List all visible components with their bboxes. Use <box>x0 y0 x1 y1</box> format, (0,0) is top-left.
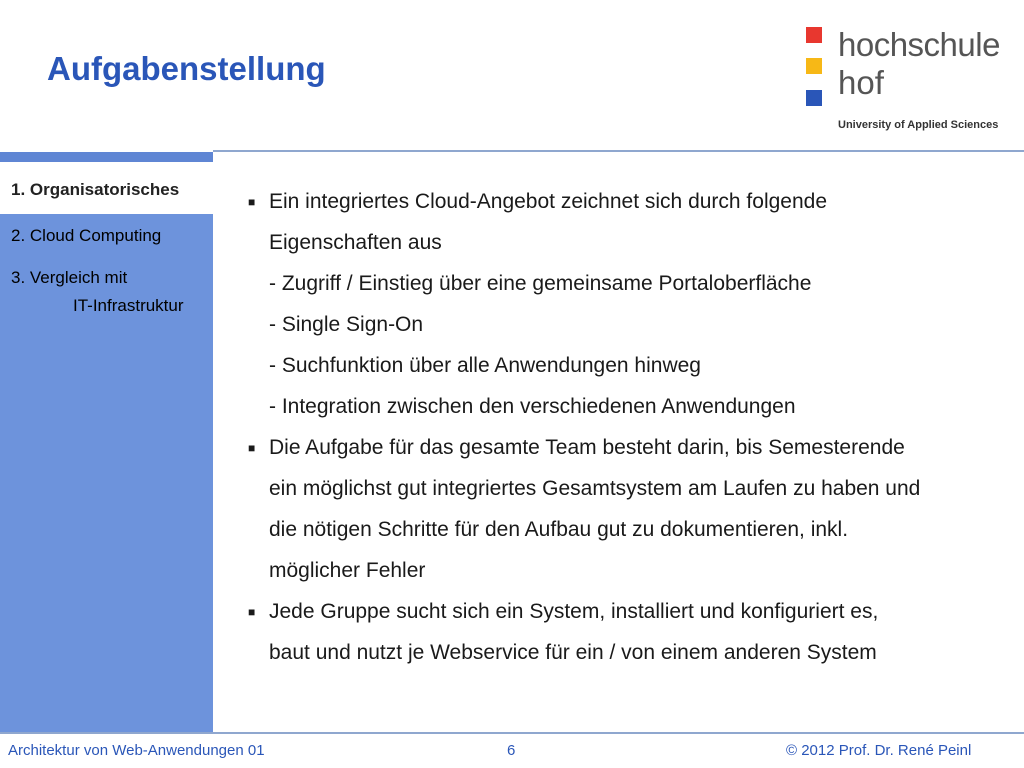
footer-copyright: © 2012 Prof. Dr. René Peinl <box>786 742 972 759</box>
body-line: Jede Gruppe sucht sich ein System, installiert und konfiguriert es, <box>269 600 879 623</box>
sidebar-item-cloud-computing[interactable]: 2. Cloud Computing <box>11 226 162 245</box>
body-line: Ein integriertes Cloud-Angebot zeichnet sich durch folgende <box>269 190 828 213</box>
body-line: ein möglichst gut integriertes Gesamtsystem am Laufen zu haben und <box>269 477 921 500</box>
logo-blue-square <box>806 90 822 106</box>
body-line: - Zugriff / Einstieg über eine gemeinsame Portaloberfläche <box>269 272 812 295</box>
body-line: - Suchfunktion über alle Anwendungen hinweg <box>269 354 701 377</box>
slide-title: Aufgabenstellung <box>47 50 326 87</box>
bullet-icon: ■ <box>248 441 256 455</box>
body-line: - Integration zwischen den verschiedenen Anwendungen <box>269 395 796 418</box>
bullet-icon: ■ <box>248 195 256 209</box>
footer-page-number: 6 <box>507 742 516 759</box>
university-logo <box>806 26 1018 136</box>
sidebar-item-organisatorisches[interactable]: 1. Organisatorisches <box>11 180 180 199</box>
sidebar-top-bar <box>0 152 213 162</box>
logo-red-square <box>806 27 822 43</box>
sidebar-item-vergleich[interactable]: 3. Vergleich mit <box>11 268 128 287</box>
body-line: die nötigen Schritte für den Aufbau gut zu dokumentieren, inkl. <box>269 518 849 541</box>
body-line: möglicher Fehler <box>269 559 426 582</box>
logo-yellow-square <box>806 58 822 74</box>
footer-course-title: Architektur von Web-Anwendungen 01 <box>8 742 265 759</box>
body-line: Eigenschaften aus <box>269 231 442 254</box>
header-divider <box>213 150 1024 152</box>
body-line: baut und nutzt je Webservice für ein / von einem anderen System <box>269 641 877 664</box>
body-line: - Single Sign-On <box>269 313 424 336</box>
bullet-icon: ■ <box>248 605 256 619</box>
logo-text-line1: hochschule <box>838 26 1000 63</box>
footer-divider <box>0 732 1024 734</box>
sidebar-item-vergleich-line2[interactable]: IT-Infrastruktur <box>73 296 184 315</box>
logo-text-line2: hof <box>838 64 884 101</box>
logo-subtitle: University of Applied Sciences <box>838 119 999 131</box>
body-line: Die Aufgabe für das gesamte Team besteht darin, bis Semesterende <box>269 436 905 459</box>
